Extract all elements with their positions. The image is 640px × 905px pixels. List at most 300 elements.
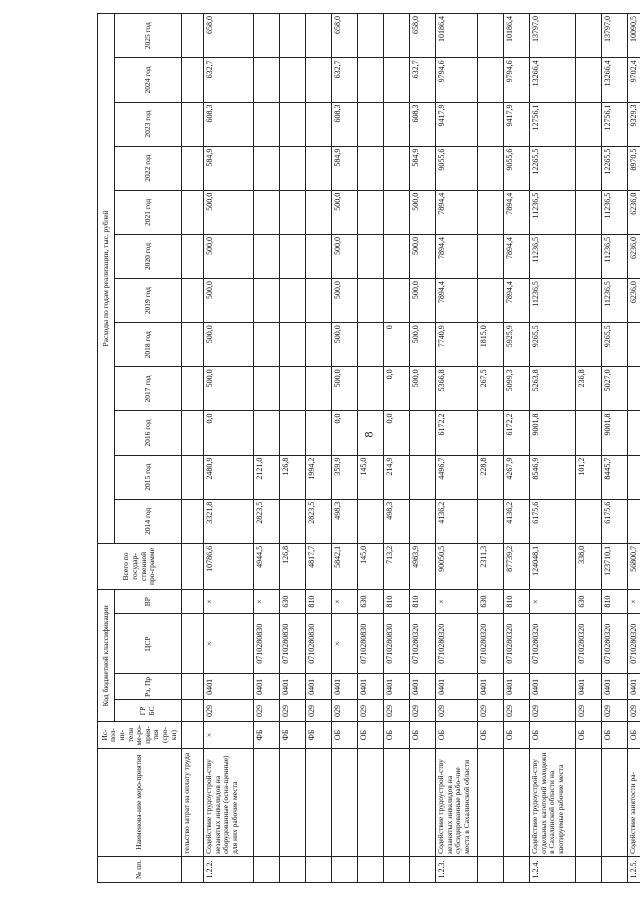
row-year-value: 4267,9: [504, 455, 530, 499]
budget-table: [97, 13, 640, 883]
row-num: [410, 856, 436, 882]
row-total: 4817,7: [306, 543, 332, 589]
row-year-value: [280, 14, 306, 58]
row-year-value: 9794,6: [436, 58, 478, 102]
row-vr: ×: [628, 590, 640, 614]
row-year-value: 5027,0: [602, 367, 628, 411]
row-year-value: [254, 14, 280, 58]
header-budget-code: Код бюджетной классификации: [98, 590, 115, 722]
row-year-value: 11236,5: [602, 279, 628, 323]
row-year-value: 101,2: [576, 455, 602, 499]
row-year-value: [306, 146, 332, 190]
row-name: Содействие занятости ра-: [628, 748, 640, 856]
header-rzpr: Рз, Пр: [115, 674, 182, 700]
row-year-value: 7894,4: [504, 234, 530, 278]
row-name: [576, 748, 602, 856]
row-year-value: [576, 411, 602, 455]
row-year-value: [410, 499, 436, 543]
row-csr: 0710280320: [576, 614, 602, 674]
row-num: 1.2.2.: [204, 856, 254, 882]
row-year-value: [384, 102, 410, 146]
row-num: 1.2.5.: [628, 856, 640, 882]
table-row: [602, 14, 628, 883]
row-year-value: [280, 234, 306, 278]
row-year-value: 608,3: [332, 102, 358, 146]
row-rzpr: 0401: [410, 674, 436, 700]
row-year-value: 12265,5: [530, 146, 576, 190]
row-name: Содействие трудоустрой-ству незанятых инвалидов на оборудованные (осна-щенные) для них рабочие места: [204, 748, 254, 856]
row-year-value: [182, 190, 204, 234]
row-year-value: 9417,9: [436, 102, 478, 146]
row-year-value: [410, 455, 436, 499]
row-year-value: 8445,7: [602, 455, 628, 499]
row-year-value: [628, 499, 640, 543]
row-year-value: [254, 102, 280, 146]
row-year-value: [306, 58, 332, 102]
row-year-value: [410, 411, 436, 455]
row-year-value: 7740,9: [436, 323, 478, 367]
row-name: [384, 748, 410, 856]
row-num: [358, 856, 384, 882]
row-total: 126,8: [280, 543, 306, 589]
row-grbs: 029: [410, 700, 436, 722]
row-num: [280, 856, 306, 882]
row-year-value: 0,0: [384, 411, 410, 455]
row-year-value: [254, 279, 280, 323]
row-num: 1.2.4.: [530, 856, 576, 882]
row-executor: ОБ: [530, 722, 576, 748]
row-rzpr: 0401: [358, 674, 384, 700]
row-executor: ОБ: [436, 722, 478, 748]
row-csr: 0710280320: [530, 614, 576, 674]
row-name: [280, 748, 306, 856]
header-csr: ЦСР: [115, 614, 182, 674]
row-rzpr: 0401: [530, 674, 576, 700]
row-year-value: [628, 455, 640, 499]
row-year-value: 145,0: [358, 455, 384, 499]
row-name: тельство затрат на оплату труда: [182, 748, 204, 856]
page-number: 8: [361, 431, 376, 438]
header-year: 2021 год: [115, 190, 182, 234]
row-year-value: 500,0: [204, 234, 254, 278]
row-year-value: 126,8: [280, 455, 306, 499]
row-total: 2311,3: [478, 543, 504, 589]
row-vr: ×: [530, 590, 576, 614]
table-row: [204, 14, 254, 883]
row-year-value: 500,0: [332, 190, 358, 234]
row-executor: ФБ: [254, 722, 280, 748]
row-csr: 0710280830: [384, 614, 410, 674]
row-executor: ОБ: [628, 722, 640, 748]
row-rzpr: 0401: [504, 674, 530, 700]
row-year-value: [306, 234, 332, 278]
row-total: 4983,9: [410, 543, 436, 589]
row-name: [358, 748, 384, 856]
row-grbs: 029: [204, 700, 254, 722]
table-row: [504, 14, 530, 883]
row-name: [332, 748, 358, 856]
row-year-value: 5263,8: [530, 367, 576, 411]
row-year-value: 7894,4: [436, 190, 478, 234]
row-year-value: 1815,0: [478, 323, 504, 367]
row-year-value: 500,0: [332, 234, 358, 278]
row-year-value: [358, 234, 384, 278]
row-year-value: 500,0: [204, 279, 254, 323]
row-year-value: [280, 367, 306, 411]
row-executor: ФБ: [306, 722, 332, 748]
row-name: Содействие трудоустрой-ству отдельных категорий молодежи в Сахалинской области на квотируемые рабочие места: [530, 748, 576, 856]
row-year-value: 498,3: [332, 499, 358, 543]
row-vr: 630: [576, 590, 602, 614]
table-row: [410, 14, 436, 883]
row-grbs: [182, 700, 204, 722]
row-year-value: [254, 58, 280, 102]
table-row: [436, 14, 478, 883]
row-csr: 0710280830: [280, 614, 306, 674]
row-grbs: 029: [602, 700, 628, 722]
header-name: Наименова-ние меро-приятия: [98, 748, 182, 856]
row-year-value: 11236,5: [602, 190, 628, 234]
row-executor: ФБ: [280, 722, 306, 748]
table-row: [306, 14, 332, 883]
row-executor: [182, 722, 204, 748]
row-year-value: [358, 190, 384, 234]
row-year-value: 9329,3: [628, 102, 640, 146]
budget-table-sheet: [97, 13, 638, 883]
row-year-value: [182, 146, 204, 190]
row-grbs: 029: [384, 700, 410, 722]
row-year-value: 6175,6: [530, 499, 576, 543]
row-num: [576, 856, 602, 882]
header-total: Всего по государ-ственной про-грамме: [98, 543, 182, 589]
table-row: [530, 14, 576, 883]
table-row: [254, 14, 280, 883]
table-row: [576, 14, 602, 883]
row-year-value: 3321,8: [204, 499, 254, 543]
row-year-value: 12265,5: [602, 146, 628, 190]
row-year-value: [384, 190, 410, 234]
row-executor: ОБ: [576, 722, 602, 748]
row-year-value: 608,3: [204, 102, 254, 146]
row-csr: ×: [204, 614, 254, 674]
row-year-value: [280, 411, 306, 455]
header-grbs: ГР БС: [115, 700, 182, 722]
row-year-value: [182, 323, 204, 367]
row-year-value: 13266,4: [530, 58, 576, 102]
row-year-value: 0,0: [204, 411, 254, 455]
row-year-value: 236,8: [576, 367, 602, 411]
header-year: 2025 год: [115, 14, 182, 58]
row-year-value: 9794,6: [504, 58, 530, 102]
row-csr: ×: [332, 614, 358, 674]
row-num: [478, 856, 504, 882]
row-year-value: 6236,0: [628, 279, 640, 323]
row-year-value: [384, 234, 410, 278]
row-year-value: [254, 323, 280, 367]
row-year-value: [358, 323, 384, 367]
row-year-value: 13797,0: [602, 14, 628, 58]
row-year-value: [306, 102, 332, 146]
row-total: 4944,5: [254, 543, 280, 589]
row-year-value: [306, 14, 332, 58]
row-year-value: [306, 323, 332, 367]
row-year-value: 0,0: [332, 411, 358, 455]
row-year-value: 658,0: [204, 14, 254, 58]
row-year-value: [576, 279, 602, 323]
row-year-value: [628, 323, 640, 367]
row-year-value: [254, 367, 280, 411]
row-num: 1.2.3.: [436, 856, 478, 882]
row-year-value: [280, 58, 306, 102]
row-total: [182, 543, 204, 589]
row-year-value: 0,0: [384, 367, 410, 411]
row-year-value: 7894,4: [504, 190, 530, 234]
row-year-value: [358, 14, 384, 58]
row-year-value: 500,0: [410, 367, 436, 411]
row-year-value: 4136,2: [436, 499, 478, 543]
row-rzpr: 0401: [602, 674, 628, 700]
table-row: [478, 14, 504, 883]
row-rzpr: [182, 674, 204, 700]
row-year-value: 6175,6: [602, 499, 628, 543]
row-year-value: [628, 411, 640, 455]
row-year-value: [576, 234, 602, 278]
row-year-value: 632,7: [410, 58, 436, 102]
header-year: 2023 год: [115, 102, 182, 146]
header-vr: ВР: [115, 590, 182, 614]
row-year-value: [478, 58, 504, 102]
row-year-value: [576, 323, 602, 367]
row-year-value: 584,9: [332, 146, 358, 190]
row-year-value: 2823,5: [306, 499, 332, 543]
row-year-value: 7894,4: [436, 279, 478, 323]
row-year-value: [384, 279, 410, 323]
row-year-value: [384, 146, 410, 190]
row-vr: ×: [332, 590, 358, 614]
row-vr: 810: [602, 590, 628, 614]
row-year-value: 9055,6: [504, 146, 530, 190]
row-year-value: [182, 411, 204, 455]
header-year: 2020 год: [115, 234, 182, 278]
row-vr: [182, 590, 204, 614]
row-vr: 810: [410, 590, 436, 614]
row-year-value: 8970,5: [628, 146, 640, 190]
row-year-value: 500,0: [204, 323, 254, 367]
row-year-value: [280, 190, 306, 234]
row-year-value: 5366,8: [436, 367, 478, 411]
row-year-value: [358, 279, 384, 323]
row-year-value: 0: [384, 323, 410, 367]
row-rzpr: 0401: [280, 674, 306, 700]
row-name: [306, 748, 332, 856]
row-year-value: [182, 455, 204, 499]
table-row: [628, 14, 640, 883]
row-executor: ОБ: [410, 722, 436, 748]
row-total: 124048,1: [530, 543, 576, 589]
row-year-value: 6236,0: [628, 190, 640, 234]
row-csr: 0710280830: [306, 614, 332, 674]
row-year-value: [358, 102, 384, 146]
row-vr: 630: [280, 590, 306, 614]
row-year-value: [280, 323, 306, 367]
row-year-value: [254, 190, 280, 234]
row-grbs: 029: [530, 700, 576, 722]
row-year-value: 267,5: [478, 367, 504, 411]
row-year-value: 500,0: [410, 190, 436, 234]
row-year-value: [280, 499, 306, 543]
row-executor: ОБ: [478, 722, 504, 748]
header-num: № пп.: [98, 856, 182, 882]
header-year: 2016 год: [115, 411, 182, 455]
row-executor: ОБ: [384, 722, 410, 748]
row-total: 5842,1: [332, 543, 358, 589]
row-year-value: 9001,8: [602, 411, 628, 455]
row-year-value: 584,9: [410, 146, 436, 190]
row-num: [384, 856, 410, 882]
row-year-value: 500,0: [410, 279, 436, 323]
row-csr: 0710280320: [410, 614, 436, 674]
row-year-value: [280, 102, 306, 146]
row-year-value: 500,0: [410, 234, 436, 278]
row-year-value: [478, 146, 504, 190]
header-year: 2024 год: [115, 58, 182, 102]
table-row: [280, 14, 306, 883]
row-num: [306, 856, 332, 882]
row-year-value: [478, 234, 504, 278]
row-year-value: [254, 234, 280, 278]
row-year-value: 7894,4: [504, 279, 530, 323]
row-grbs: 029: [254, 700, 280, 722]
row-grbs: 029: [358, 700, 384, 722]
row-name: [410, 748, 436, 856]
row-year-value: [478, 14, 504, 58]
row-year-value: [182, 14, 204, 58]
row-year-value: [576, 102, 602, 146]
row-total: 145,0: [358, 543, 384, 589]
row-year-value: 228,8: [478, 455, 504, 499]
row-year-value: [478, 279, 504, 323]
row-year-value: [182, 499, 204, 543]
row-grbs: 029: [504, 700, 530, 722]
row-year-value: 12756,1: [530, 102, 576, 146]
row-executor: ОБ: [602, 722, 628, 748]
row-year-value: [306, 190, 332, 234]
row-vr: ×: [254, 590, 280, 614]
row-year-value: 500,0: [204, 190, 254, 234]
row-year-value: 9265,5: [602, 323, 628, 367]
header-year: 2017 год: [115, 367, 182, 411]
row-year-value: 632,7: [204, 58, 254, 102]
row-year-value: [384, 58, 410, 102]
row-year-value: 2480,9: [204, 455, 254, 499]
row-vr: 810: [384, 590, 410, 614]
row-total: 56800,7: [628, 543, 640, 589]
row-name: [478, 748, 504, 856]
row-year-value: 1994,2: [306, 455, 332, 499]
row-vr: 630: [358, 590, 384, 614]
header-year: 2015 год: [115, 455, 182, 499]
row-grbs: 029: [332, 700, 358, 722]
header-expenses: Расходы по годам реализации, тыс. рублей: [98, 14, 115, 544]
row-name: [602, 748, 628, 856]
row-year-value: 10186,4: [504, 14, 530, 58]
row-year-value: [182, 234, 204, 278]
row-year-value: 500,0: [332, 367, 358, 411]
row-year-value: 4496,7: [436, 455, 478, 499]
header-year: 2014 год: [115, 499, 182, 543]
row-csr: 0710280320: [478, 614, 504, 674]
row-executor: ОБ: [504, 722, 530, 748]
row-year-value: [358, 499, 384, 543]
row-year-value: 498,3: [384, 499, 410, 543]
row-year-value: 8546,9: [530, 455, 576, 499]
row-year-value: [478, 499, 504, 543]
row-rzpr: 0401: [478, 674, 504, 700]
row-year-value: 359,9: [332, 455, 358, 499]
row-year-value: 6172,2: [504, 411, 530, 455]
row-year-value: 11236,5: [530, 234, 576, 278]
row-csr: 0710280830: [254, 614, 280, 674]
table-row: [358, 14, 384, 883]
row-name: [504, 748, 530, 856]
row-total: 338,0: [576, 543, 602, 589]
row-grbs: 029: [576, 700, 602, 722]
row-total: 123710,1: [602, 543, 628, 589]
row-total: 87739,2: [504, 543, 530, 589]
row-year-value: 9417,9: [504, 102, 530, 146]
row-rzpr: 0401: [576, 674, 602, 700]
row-name: Содействие трудоустрой-ству незанятых инвалидов на субсидированные рабо-чие места в Сахалинской области: [436, 748, 478, 856]
row-year-value: 9055,6: [436, 146, 478, 190]
header-year: 2018 год: [115, 323, 182, 367]
row-year-value: [576, 499, 602, 543]
row-year-value: [254, 146, 280, 190]
row-year-value: 10090,5: [628, 14, 640, 58]
row-year-value: 11236,5: [602, 234, 628, 278]
row-year-value: [576, 14, 602, 58]
row-total: 10786,6: [204, 543, 254, 589]
row-year-value: 11236,5: [530, 279, 576, 323]
row-num: [332, 856, 358, 882]
row-year-value: 658,0: [410, 14, 436, 58]
row-year-value: 658,0: [332, 14, 358, 58]
row-year-value: [478, 102, 504, 146]
table-header-row-1: [98, 14, 115, 883]
row-vr: ×: [436, 590, 478, 614]
row-vr: 810: [306, 590, 332, 614]
row-csr: 0710280320: [628, 614, 640, 674]
row-year-value: [306, 367, 332, 411]
header-year: 2022 год: [115, 146, 182, 190]
row-year-value: 9001,8: [530, 411, 576, 455]
row-csr: [182, 614, 204, 674]
row-csr: 0710280320: [602, 614, 628, 674]
row-year-value: 7894,4: [436, 234, 478, 278]
row-year-value: [358, 58, 384, 102]
row-grbs: 029: [628, 700, 640, 722]
row-vr: 630: [478, 590, 504, 614]
row-year-value: 5099,3: [504, 367, 530, 411]
row-year-value: 500,0: [410, 323, 436, 367]
row-vr: ×: [204, 590, 254, 614]
table-row: [332, 14, 358, 883]
row-num: [254, 856, 280, 882]
row-year-value: 11236,5: [530, 190, 576, 234]
row-year-value: 12756,1: [602, 102, 628, 146]
row-year-value: [182, 279, 204, 323]
row-year-value: 214,9: [384, 455, 410, 499]
row-year-value: 500,0: [332, 279, 358, 323]
